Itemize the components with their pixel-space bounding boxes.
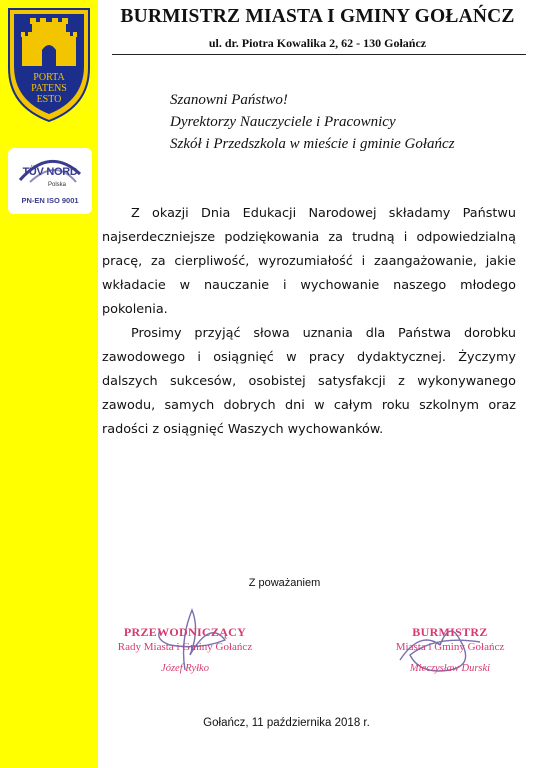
letter-date: Gołańcz, 11 października 2018 r. (203, 717, 370, 729)
certificate-standard: PN-EN ISO 9001 (21, 196, 79, 205)
certificate-brand: TÜV NORD (22, 166, 78, 178)
crest-motto-line-1: PORTA (33, 72, 65, 83)
greeting-line-1: Szanowni Państwo! (170, 92, 288, 108)
letterhead-divider (112, 54, 526, 55)
coat-of-arms-crest (6, 6, 92, 124)
signature-left-role: PRZEWODNICZĄCY (123, 625, 247, 639)
signature-right-name: Mieczysław Durski (409, 663, 491, 674)
letter-body (102, 202, 516, 442)
letterhead-address: ul. dr. Piotra Kowalika 2, 62 - 130 Gołańcz (208, 36, 427, 50)
crest-motto-line-2: PATENS (31, 83, 67, 94)
certificate-country: Polska (48, 182, 67, 188)
letterhead-title: BURMISTRZ MIASTA I GMINY GOŁAŃCZ (120, 6, 515, 27)
signature-block-mayor (370, 625, 530, 674)
tuv-certificate-badge (8, 148, 92, 214)
signature-left-org: Rady Miasta i Gminy Gołańcz (117, 641, 253, 653)
signature-block-chairman (100, 625, 270, 674)
body-paragraph-2: Prosimy przyjąć słowa uznania dla Państwa dorobku zawodowego i osiągnięć w pracy dydaktycznej. Życzymy dalszych sukcesów, osobistej satysfakcji z wykonywanego zawodu, samych dobrych dni w całym roku szkolnym oraz radości z osiągnięć Waszych wychowanków. (102, 326, 516, 437)
body-paragraph-1: Z okazji Dnia Edukacji Narodowej składamy Państwu najserdeczniejsze podziękowania za trudną i odpowiedzialną pracę, za cierpliwość, wyrozumiałość i zaangażowanie, jakie wkładacie w nauczanie i wychowanie naszego młodego pokolenia. (102, 206, 516, 317)
signature-right-role: BURMISTRZ (412, 625, 488, 639)
greeting-line-3: Szkół i Przedszkola w mieście i gminie Gołańcz (170, 136, 455, 152)
closing-phrase: Z poważaniem (248, 577, 321, 589)
signature-left-name: Józef Ryłko (161, 663, 209, 674)
crest-motto-line-3: ESTO (36, 94, 62, 105)
greeting-line-2: Dyrektorzy Nauczyciele i Pracownicy (170, 114, 396, 130)
signature-right-org: Miasta i Gminy Gołańcz (395, 641, 505, 653)
